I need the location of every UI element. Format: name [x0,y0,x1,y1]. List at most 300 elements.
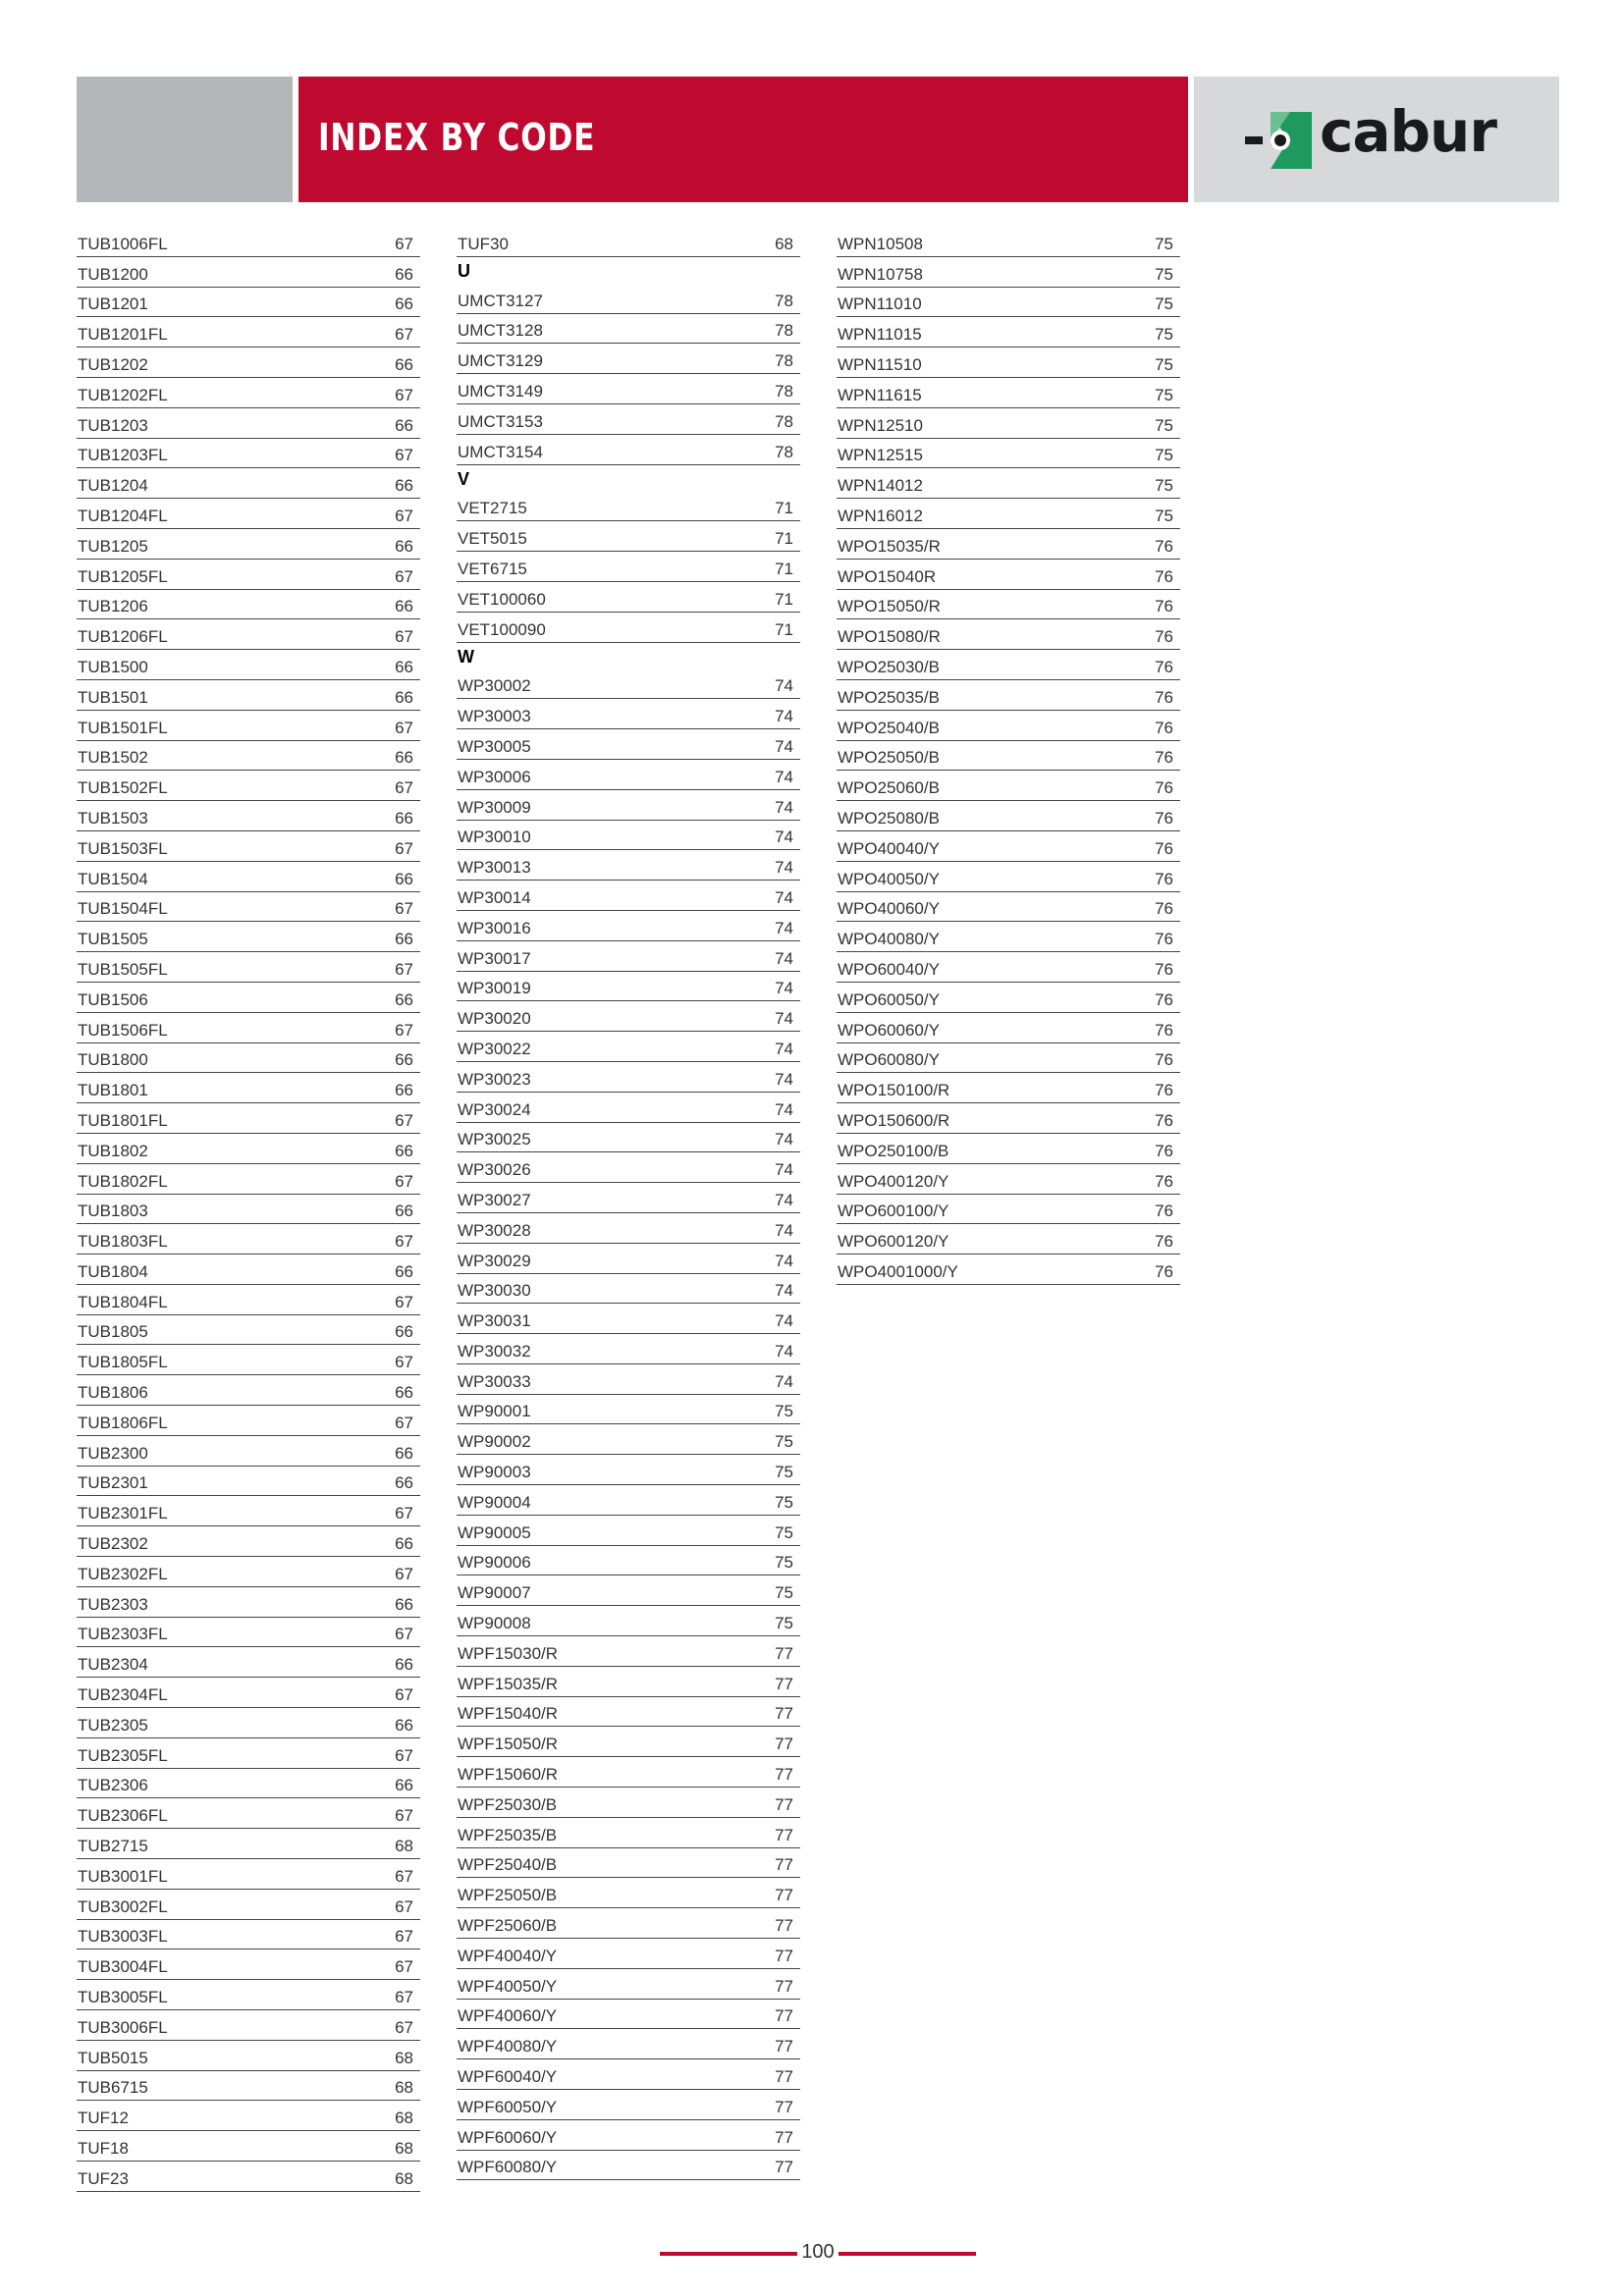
entry-code: WP30003 [458,707,531,726]
index-entry [457,729,800,760]
entry-code: WP90005 [458,1522,531,1542]
index-entry [457,1908,800,1939]
entry-page: 75 [775,1553,793,1573]
index-entry [457,1727,800,1757]
entry-code: WP30022 [458,1039,531,1058]
entry-page: 67 [395,838,413,858]
entry-code: TUB1804FL [78,1292,168,1311]
entry-code: WP30033 [458,1371,531,1391]
index-entry [77,1255,420,1285]
entry-page: 68 [775,234,793,253]
index-entry [457,699,800,729]
index-entry [457,881,800,911]
index-entry [77,619,420,650]
index-entry [837,1164,1180,1195]
entry-code: TUB2306 [78,1776,148,1795]
entry-code: WPO25060/B [838,778,940,798]
index-entry [837,711,1180,741]
entry-code: WPF15030/R [458,1643,559,1663]
entry-code: WPO40060/Y [838,899,940,919]
index-entry [457,2059,800,2090]
entry-code: WP30006 [458,767,531,786]
index-entry [77,1949,420,1980]
index-entry [77,1013,420,1043]
entry-page: 67 [395,627,413,647]
entry-code: WP30032 [458,1341,531,1361]
entry-page: 76 [1155,808,1173,828]
entry-code: TUB3006FL [78,2017,168,2037]
entry-code: TUB1505 [78,930,148,949]
entry-code: WPO60040/Y [838,959,940,979]
entry-page: 74 [775,676,793,696]
index-entry [77,1829,420,1859]
index-entry [77,1587,420,1618]
index-entry [77,1467,420,1497]
entry-page: 66 [395,597,413,616]
entry-code: TUB1205 [78,536,148,556]
entry-code: UMCT3128 [458,321,543,341]
entry-code: WP30014 [458,887,531,907]
entry-code: WPO15040R [838,566,937,586]
index-entry [77,2162,420,2192]
index-entry [457,941,800,972]
entry-page: 67 [395,1413,413,1432]
entry-code: TUB1802FL [78,1171,168,1191]
entry-code: WPF15060/R [458,1765,559,1785]
entry-page: 67 [395,566,413,586]
entry-code: TUB1505FL [78,959,168,979]
entry-code: VET2715 [458,499,527,518]
index-entry [77,1557,420,1587]
entry-page: 74 [775,1069,793,1089]
index-entry [77,439,420,469]
entry-code: WP90003 [458,1463,531,1482]
index-entry [837,771,1180,801]
index-entry [77,317,420,347]
entry-page: 76 [1155,899,1173,919]
entry-code: WP90008 [458,1614,531,1633]
index-entry [837,1134,1180,1164]
entry-page: 68 [395,2078,413,2098]
entry-page: 74 [775,887,793,907]
entry-page: 75 [1155,264,1173,284]
header-gray-block [77,77,293,202]
index-entry [457,374,800,404]
cabur-logo-icon [1241,106,1320,175]
entry-code: WPO400120/Y [838,1171,949,1191]
entry-code: TUF23 [78,2168,129,2188]
entry-code: WP30030 [458,1281,531,1301]
index-entry [77,590,420,620]
index-entry [837,619,1180,650]
section-letter: V [458,468,470,489]
entry-code: TUB3005FL [78,1988,168,2007]
entry-page: 74 [775,1190,793,1209]
index-entry [457,1334,800,1364]
entry-page: 77 [775,1674,793,1693]
entry-page: 77 [775,1976,793,1996]
entry-code: WPO25040/B [838,718,940,737]
entry-page: 66 [395,1715,413,1735]
index-entry [837,560,1180,590]
entry-code: TUB1502FL [78,778,168,798]
entry-code: VET5015 [458,529,527,549]
entry-code: TUB2301 [78,1473,148,1493]
entry-code: UMCT3149 [458,381,543,400]
entry-code: TUB2304FL [78,1685,168,1705]
entry-page: 77 [775,1916,793,1936]
index-entry [457,821,800,851]
index-entry [837,831,1180,862]
entry-code: WPO25050/B [838,748,940,768]
entry-page: 77 [775,1765,793,1785]
entry-page: 75 [775,1583,793,1603]
entry-page: 77 [775,1735,793,1754]
entry-page: 76 [1155,1232,1173,1252]
entry-code: TUB1802 [78,1141,148,1160]
footer-rule-right [839,2252,976,2256]
entry-page: 75 [775,1614,793,1633]
entry-code: TUB1503 [78,808,148,828]
entry-code: WPF60080/Y [458,2158,558,2177]
entry-page: 67 [395,1896,413,1916]
index-entry [837,741,1180,772]
index-entry [457,2120,800,2151]
index-entry [77,1285,420,1315]
entry-page: 74 [775,797,793,817]
index-entry [837,680,1180,711]
entry-code: TUB1202FL [78,385,168,404]
entry-page: 67 [395,778,413,798]
entry-code: TUB2302FL [78,1564,168,1583]
header-title-bar [298,77,1188,202]
index-entry [457,1152,800,1183]
entry-code: WPF15040/R [458,1704,559,1724]
index-entry [77,983,420,1013]
entry-code: TUB1200 [78,264,148,284]
entry-page: 77 [775,1825,793,1844]
index-entry [837,378,1180,408]
index-entry [457,1485,800,1516]
logo-panel [1194,77,1559,202]
entry-page: 66 [395,930,413,949]
index-entry [77,1103,420,1134]
entry-page: 71 [775,559,793,578]
index-entry [837,801,1180,831]
entry-page: 78 [775,411,793,431]
index-entry [77,529,420,560]
entry-page: 75 [1155,325,1173,345]
entry-page: 74 [775,1039,793,1058]
section-letter: U [458,260,470,281]
entry-page: 76 [1155,718,1173,737]
entry-page: 66 [395,748,413,768]
index-entry [77,1406,420,1436]
index-entry [837,468,1180,499]
entry-page: 77 [775,1946,793,1965]
index-entry [77,1345,420,1375]
index-entry [77,2101,420,2131]
index-entry [457,1636,800,1667]
entry-code: WPO60060/Y [838,1020,940,1040]
index-entry [837,257,1180,288]
index-entry [77,1738,420,1769]
entry-code: TUB2715 [78,1837,148,1856]
entry-code: WPO15050/R [838,597,941,616]
entry-code: TUB1800 [78,1050,148,1070]
entry-page: 76 [1155,989,1173,1009]
entry-code: WPF25030/B [458,1794,558,1814]
entry-page: 67 [395,1353,413,1372]
entry-page: 75 [775,1463,793,1482]
entry-page: 66 [395,1534,413,1554]
entry-code: WPF40080/Y [458,2037,558,2056]
index-entry [457,911,800,941]
index-entry [457,1244,800,1274]
index-entry [457,1062,800,1093]
entry-code: WPN11510 [838,354,922,374]
entry-code: TUB1803FL [78,1232,168,1252]
page-footer [660,2241,976,2267]
entry-code: VET100090 [458,619,546,639]
entry-code: TUB1206FL [78,627,168,647]
index-entry [77,1043,420,1074]
index-entry [837,1073,1180,1103]
index-entry [77,771,420,801]
index-entry [457,1032,800,1062]
index-entry [457,314,800,345]
index-entry [77,1436,420,1467]
entry-page: 77 [775,1704,793,1724]
index-entry [837,317,1180,347]
index-entry [457,1546,800,1576]
entry-code: TUB1202 [78,354,148,374]
entry-code: WPO40050/Y [838,869,940,888]
index-entry [77,560,420,590]
entry-page: 68 [395,2048,413,2067]
entry-code: TUB1502 [78,748,148,768]
index-entry [837,952,1180,983]
index-entry [457,1516,800,1546]
entry-code: WPF15035/R [458,1674,559,1693]
index-entry [457,1455,800,1485]
entry-page: 67 [395,1988,413,2007]
index-entry [457,492,800,522]
entry-page: 66 [395,476,413,496]
entry-code: WP30023 [458,1069,531,1089]
index-entry [77,1134,420,1164]
entry-code: WP90001 [458,1402,531,1421]
index-entry [77,1073,420,1103]
entry-page: 76 [1155,748,1173,768]
index-entry [457,521,800,552]
entry-page: 76 [1155,627,1173,647]
entry-code: WPN11615 [838,385,922,404]
page-number: 100 [801,2241,835,2263]
entry-page: 66 [395,1383,413,1403]
entry-code: TUB1203 [78,415,148,435]
index-entry [457,1093,800,1123]
entry-code: WPN10758 [838,264,923,284]
entry-code: WPO60080/Y [838,1050,940,1070]
entry-code: WP90002 [458,1432,531,1452]
entry-code: WPF40050/Y [458,1976,558,1996]
index-entry [457,344,800,374]
entry-page: 77 [775,1794,793,1814]
index-entry [457,582,800,613]
cabur-logo [1241,98,1526,175]
entry-code: WP30019 [458,979,531,998]
entry-page: 67 [395,506,413,525]
entry-code: WPF60050/Y [458,2097,558,2116]
entry-page: 74 [775,1220,793,1240]
index-entry [77,892,420,923]
entry-code: WP30020 [458,1009,531,1029]
index-entry [457,760,800,790]
entry-page: 66 [395,354,413,374]
entry-code: WPO250100/B [838,1141,949,1160]
entry-code: WPF25050/B [458,1886,558,1905]
index-entry [457,1575,800,1606]
entry-code: WPF40060/Y [458,2006,558,2026]
entry-code: WP30005 [458,736,531,756]
entry-page: 71 [775,529,793,549]
entry-page: 75 [1155,294,1173,314]
index-entry [457,1969,800,2000]
index-entry [837,499,1180,529]
entry-page: 68 [395,2109,413,2128]
index-entry [77,499,420,529]
entry-code: VET6715 [458,559,527,578]
index-entry [457,435,800,465]
index-entry [77,1678,420,1708]
entry-code: WPF40040/Y [458,1946,558,1965]
brand-name: cabur [1320,98,1496,165]
entry-page: 76 [1155,838,1173,858]
index-entry [457,1697,800,1728]
entry-page: 68 [395,2168,413,2188]
entry-code: UMCT3129 [458,351,543,371]
entry-code: WP90004 [458,1492,531,1512]
entry-page: 76 [1155,687,1173,707]
entry-page: 75 [775,1402,793,1421]
entry-page: 67 [395,446,413,465]
entry-page: 67 [395,1957,413,1977]
entry-page: 74 [775,858,793,878]
entry-code: WPF60040/Y [458,2067,558,2087]
entry-code: WP30026 [458,1160,531,1180]
index-entry [77,1526,420,1557]
entry-page: 67 [395,2017,413,2037]
index-entry [457,613,800,643]
entry-page: 74 [775,1130,793,1149]
entry-code: WP30025 [458,1130,531,1149]
entry-page: 66 [395,1655,413,1675]
entry-code: WPO600120/Y [838,1232,949,1252]
entry-code: TUB1500 [78,657,148,676]
entry-code: WP30029 [458,1251,531,1270]
index-entry [77,1224,420,1255]
index-entry [77,1647,420,1678]
entry-code: TUB1804 [78,1261,148,1281]
entry-page: 67 [395,1020,413,1040]
index-entry [77,711,420,741]
index-entry [837,288,1180,318]
entry-page: 66 [395,1594,413,1614]
index-entry [837,1013,1180,1043]
index-entry [77,1195,420,1225]
index-entry [837,347,1180,378]
entry-page: 76 [1155,566,1173,586]
entry-page: 76 [1155,1081,1173,1100]
entry-code: TUB2305FL [78,1745,168,1765]
entry-page: 75 [775,1492,793,1512]
entry-code: TUB3002FL [78,1896,168,1916]
entry-code: WP30013 [458,858,531,878]
entry-page: 75 [1155,446,1173,465]
entry-page: 66 [395,687,413,707]
entry-code: TUB3004FL [78,1957,168,1977]
index-entry [77,650,420,680]
entry-code: TUF30 [458,234,509,253]
entry-page: 75 [1155,385,1173,404]
index-entry [457,1667,800,1697]
index-entry [837,1224,1180,1255]
index-entry [457,2151,800,2181]
entry-code: WPO60050/Y [838,989,940,1009]
entry-code: WP30010 [458,828,531,847]
index-entry [837,862,1180,892]
entry-code: TUB1803 [78,1201,148,1221]
entry-page: 67 [395,1171,413,1191]
index-entry [77,862,420,892]
entry-code: TUB1801 [78,1081,148,1100]
entry-code: TUB1805 [78,1322,148,1342]
index-entry [837,1195,1180,1225]
entry-page: 67 [395,718,413,737]
index-entry [77,1708,420,1738]
entry-page: 76 [1155,1020,1173,1040]
entry-code: TUB2305 [78,1715,148,1735]
entry-code: TUB2302 [78,1534,148,1554]
index-entry [837,439,1180,469]
entry-page: 77 [775,2006,793,2026]
index-entry [77,2071,420,2102]
index-entry [77,801,420,831]
entry-code: TUB2300 [78,1443,148,1463]
index-entry [457,1788,800,1818]
entry-code: TUB1504 [78,869,148,888]
entry-page: 66 [395,264,413,284]
entry-page: 67 [395,1745,413,1765]
entry-page: 78 [775,442,793,461]
entry-code: WPN16012 [838,506,923,525]
entry-page: 77 [775,2158,793,2177]
entry-page: 76 [1155,1201,1173,1221]
entry-page: 67 [395,1504,413,1523]
entry-code: TUB3003FL [78,1927,168,1947]
index-entry [457,552,800,582]
index-entry [77,1375,420,1406]
index-entry [77,257,420,288]
index-entry [77,408,420,439]
entry-page: 68 [395,2139,413,2158]
entry-page: 66 [395,1261,413,1281]
index-entry [457,1123,800,1153]
index-column-3 [837,227,1180,1285]
entry-page: 74 [775,1281,793,1301]
entry-page: 76 [1155,869,1173,888]
